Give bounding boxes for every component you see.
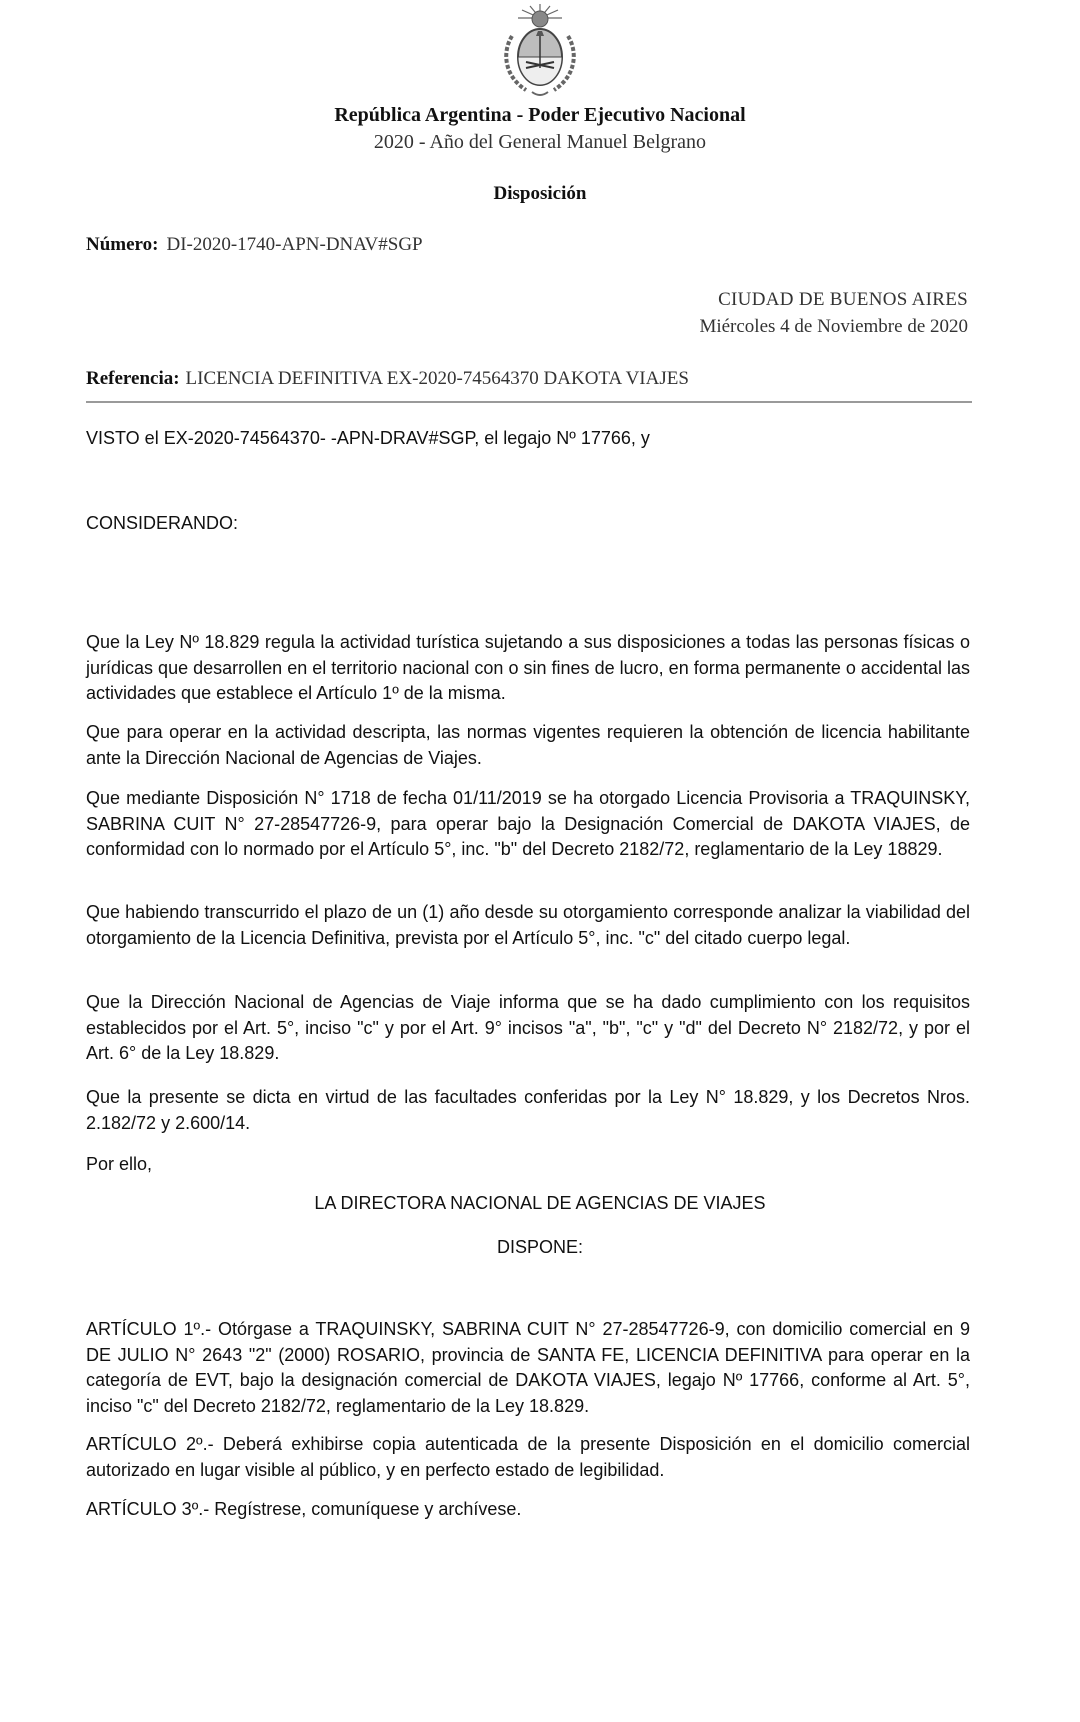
paragraph-2: Que para operar en la actividad descripta, las normas vigentes requieren la obtención de licencia habilitante ante la Dirección Nacional de Agencias de Viajes.: [86, 722, 970, 768]
document-number-label: Número:: [86, 234, 159, 255]
coat-of-arms-emblem: [492, 2, 588, 100]
dispone-heading: DISPONE:: [496, 1237, 584, 1257]
paragraph-6: Que la presente se dicta en virtud de las facultades conferidas por la Ley N° 18.829, y los Decretos Nros. 2.182/72 y 2.600/14.: [86, 1087, 970, 1133]
place: CIUDAD DE BUENOS AIRES: [718, 289, 968, 310]
date: Miércoles 4 de Noviembre de 2020: [699, 316, 968, 337]
paragraph-4: Que habiendo transcurrido el plazo de un (1) año desde su otorgamiento corresponde analizar la viabilidad del otorgamiento de la Licencia Definitiva, prevista por el Artículo 5°, inc. "c" del citado cuerpo legal.: [86, 902, 970, 948]
header-title: República Argentina - Poder Ejecutivo Nacional: [334, 104, 746, 126]
document-type: Disposición: [493, 183, 587, 204]
document-number: [86, 234, 423, 256]
header-divider: [86, 401, 972, 403]
paragraph-5: Que la Dirección Nacional de Agencias de Viaje informa que se ha dado cumplimiento con los requisitos establecidos por el Art. 5°, inciso "c" y por el Art. 9° incisos "a", "b", "c" y "d" del Decreto N° 2182/72, y por el Art. 6° de la Ley 18.829.: [86, 992, 970, 1063]
reference-label: Referencia:: [86, 368, 180, 389]
authority-heading: LA DIRECTORA NACIONAL DE AGENCIAS DE VIAJES: [314, 1193, 766, 1213]
por-ello: Por ello,: [86, 1154, 153, 1174]
reference: [86, 368, 689, 390]
paragraph-3: Que mediante Disposición N° 1718 de fecha 01/11/2019 se ha otorgado Licencia Provisoria a TRAQUINSKY, SABRINA CUIT N° 27-28547726-9, para operar bajo la Designación Comercial de DAKOTA VIAJES, de conformidad con lo normado por el Artículo 5°, inc. "b" del Decreto 2182/72, reglamentario de la Ley 18829.: [86, 788, 970, 859]
paragraph-1: Que la Ley Nº 18.829 regula la actividad turística sujetando a sus disposiciones a todas las personas físicas o jurídicas que desarrollen en el territorio nacional con o sin fines de lucro, en forma permanente o accidental las actividades que establece el Artículo 1º de la misma.: [86, 632, 970, 703]
considerando-heading: CONSIDERANDO:: [86, 513, 239, 533]
article-1: ARTÍCULO 1º.- Otórgase a TRAQUINSKY, SABRINA CUIT N° 27-28547726-9, con domicilio comercial en 9 DE JULIO N° 2643 "2" (2000) ROSARIO, provincia de SANTA FE, LICENCIA DEFINITIVA para operar en la categoría de EVT, bajo la designación comercial de DAKOTA VIAJES, legajo Nº 17766, conforme al Art. 5°, inciso "c" del Decreto 2182/72, reglamentario de la Ley 18.829.: [86, 1319, 970, 1416]
article-2: ARTÍCULO 2º.- Deberá exhibirse copia autenticada de la presente Disposición en el domicilio comercial autorizado en lugar visible al público, y en perfecto estado de legibilidad.: [86, 1434, 970, 1480]
document-number-value: DI-2020-1740-APN-DNAV#SGP: [166, 234, 423, 255]
reference-value: LICENCIA DEFINITIVA EX-2020-74564370 DAKOTA VIAJES: [185, 368, 689, 389]
visto-paragraph: VISTO el EX-2020-74564370- -APN-DRAV#SGP, el legajo Nº 17766, y: [86, 428, 650, 448]
article-3: ARTÍCULO 3º.- Regístrese, comuníquese y archívese.: [86, 1499, 522, 1519]
header-subtitle: 2020 - Año del General Manuel Belgrano: [373, 131, 707, 153]
